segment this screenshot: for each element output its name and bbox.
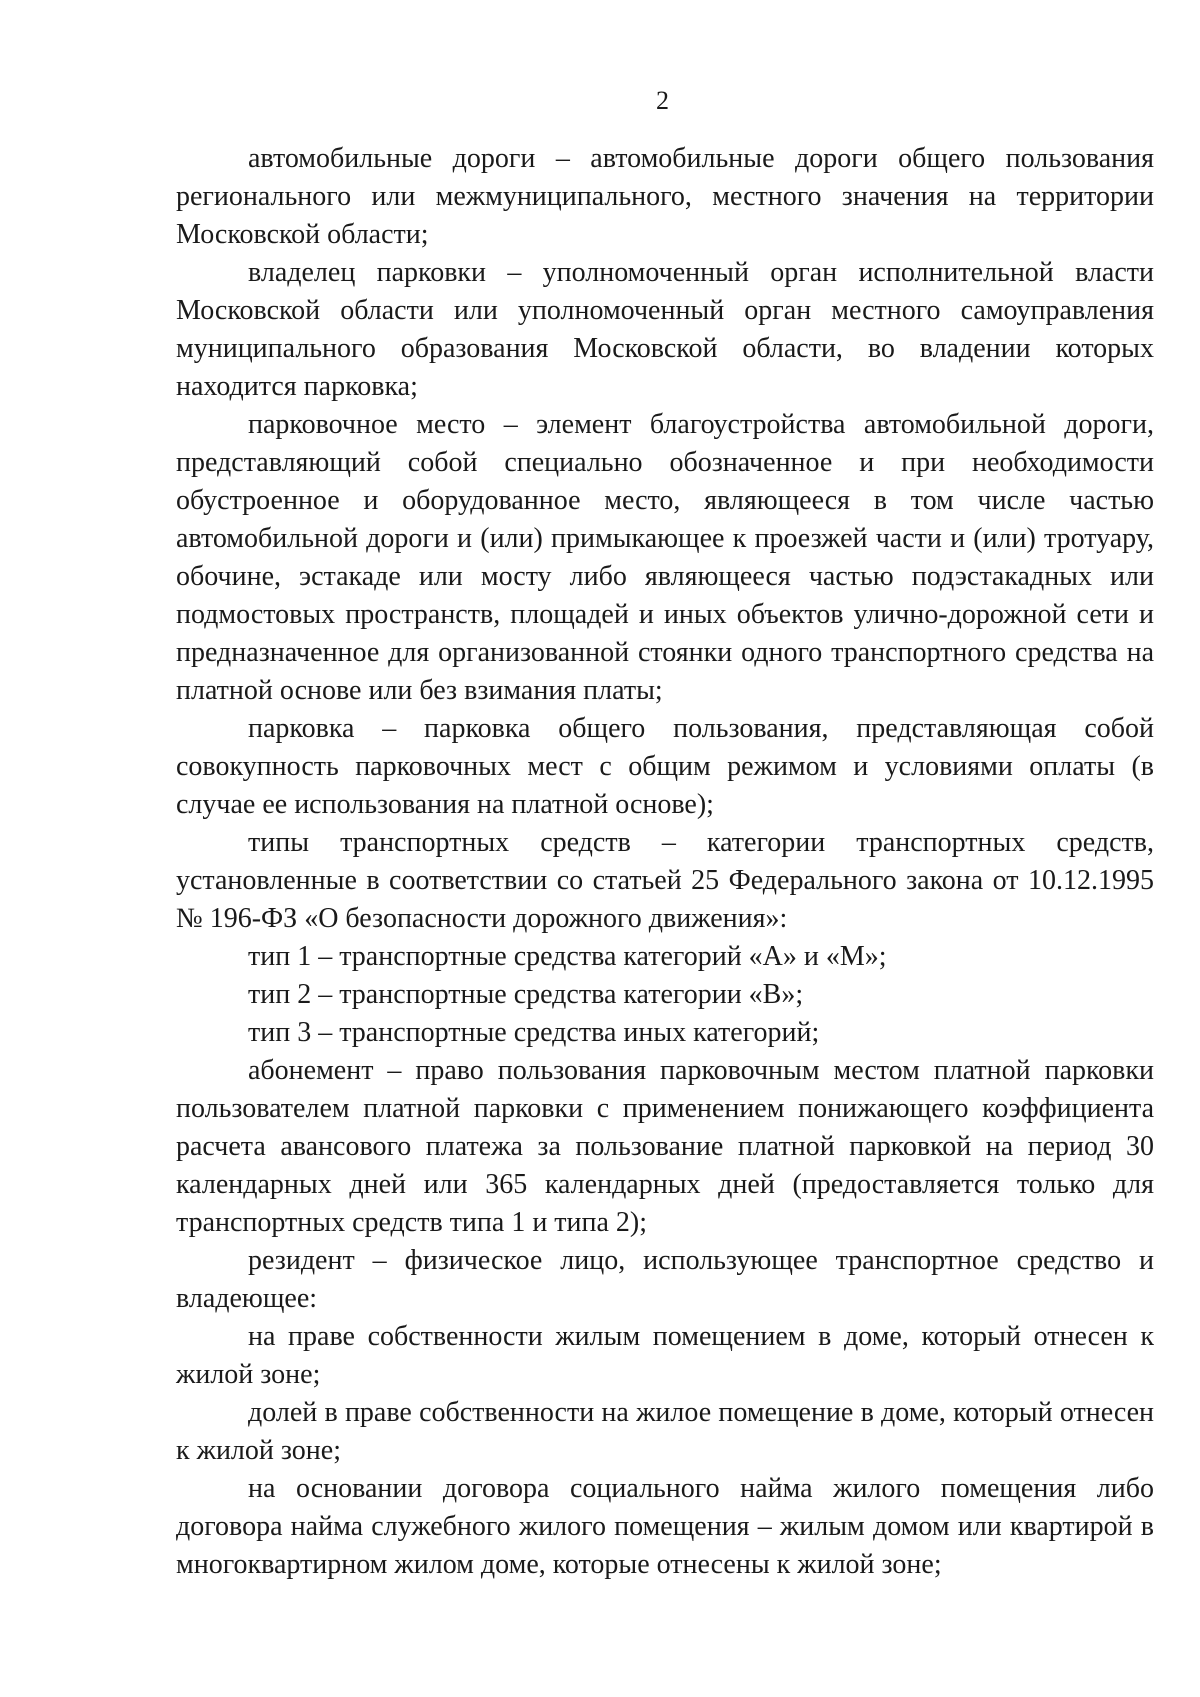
vehicle-type-1: тип 1 – транспортные средства категорий «А» и «М»;: [248, 941, 887, 972]
resident-condition-share: долей в праве собственности на жилое помещение в доме, который отнесен к жилой зоне;: [176, 1397, 1154, 1466]
definition-paragraph-vehicle-types: типы транспортных средств – категории транспортных средств, установленные в соответствии со статьей 25 Федерального закона от 10.12.1995 № 196-ФЗ «О безопасности дорожного движения»:: [176, 827, 1154, 934]
vehicle-type-3: тип 3 – транспортные средства иных категорий;: [248, 1017, 820, 1048]
page-number: 2: [656, 86, 669, 115]
definition-paragraph-resident: резидент – физическое лицо, использующее транспортное средство и владеющее:: [176, 1245, 1154, 1314]
vehicle-type-2: тип 2 – транспортные средства категории «В»;: [248, 979, 804, 1010]
definition-paragraph-subscription: абонемент – право пользования парковочным местом платной парковки пользователем платной парковки с применением понижающего коэффициента расчета авансового платежа за пользование платной парковкой на период 30 календарных дней или 365 календарных дней (предоставляется только для транспортных средств типа 1 и типа 2);: [176, 1055, 1154, 1238]
definition-paragraph-parking: парковка – парковка общего пользования, представляющая собой совокупность парковочных мест с общим режимом и условиями оплаты (в случае ее использования на платной основе);: [176, 713, 1154, 820]
definition-paragraph-parking-owner: владелец парковки – уполномоченный орган исполнительной власти Московской области или уполномоченный орган местного самоуправления муниципального образования Московской области, во владении которых находится парковка;: [176, 257, 1154, 402]
definition-paragraph-automobile-roads: автомобильные дороги – автомобильные дороги общего пользования регионального или межмуниципального, местного значения на территории Московской области;: [176, 143, 1154, 250]
resident-condition-ownership: на праве собственности жилым помещением в доме, который отнесен к жилой зоне;: [176, 1321, 1154, 1390]
document-body: [176, 140, 1154, 1584]
resident-condition-lease: на основании договора социального найма жилого помещения либо договора найма служебного жилого помещения – жилым домом или квартирой в многоквартирном жилом доме, которые отнесены к жилой зоне;: [176, 1473, 1154, 1580]
definition-paragraph-parking-space: парковочное место – элемент благоустройства автомобильной дороги, представляющий собой специально обозначенное и при необходимости обустроенное и оборудованное место, являющееся в том числе частью автомобильной дороги и (или) примыкающее к проезжей части и (или) тротуару, обочине, эстакаде или мосту либо являющееся частью подэстакадных или подмостовых пространств, площадей и иных объектов улично-дорожной сети и предназначенное для организованной стоянки одного транспортного средства на платной основе или без взимания платы;: [176, 409, 1154, 706]
